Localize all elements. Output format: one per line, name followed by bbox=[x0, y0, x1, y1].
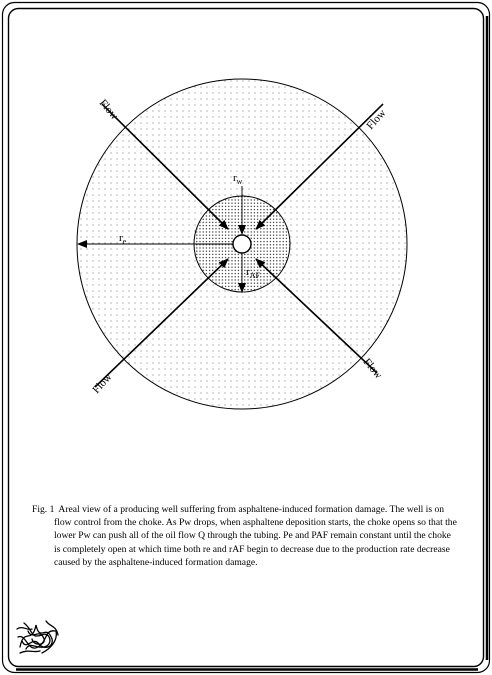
caption-text: Areal view of a producing well suffering from asphaltene-induced formation damage. The well is on flow control from the choke. As Pw drops, when asphaltene deposition starts, the choke opens so that the lower Pw can push all of the oil flow Q through the tubing. Pe and PAF remain constant until the choke is completely open at which time both re and rAF begin to decrease due to the production rate decrease caused by the asphaltene-induced formation damage. bbox=[54, 504, 457, 568]
wellbore-circle bbox=[233, 235, 251, 253]
scribble-logo-icon bbox=[14, 617, 60, 655]
raf-label: $r_{AF}$ bbox=[246, 266, 260, 280]
flow-label-bottom-right: Flow bbox=[360, 356, 385, 382]
rw-label: $r_w$ bbox=[233, 172, 243, 186]
flow-label-top-left: Flow bbox=[96, 97, 121, 123]
flow-label-top-right: Flow bbox=[364, 107, 389, 133]
flow-label-bottom-left: Flow bbox=[90, 371, 115, 397]
re-label: $r_e$ bbox=[119, 232, 127, 246]
figure-label: Fig. 1 bbox=[32, 504, 55, 515]
figure-caption bbox=[32, 503, 457, 569]
